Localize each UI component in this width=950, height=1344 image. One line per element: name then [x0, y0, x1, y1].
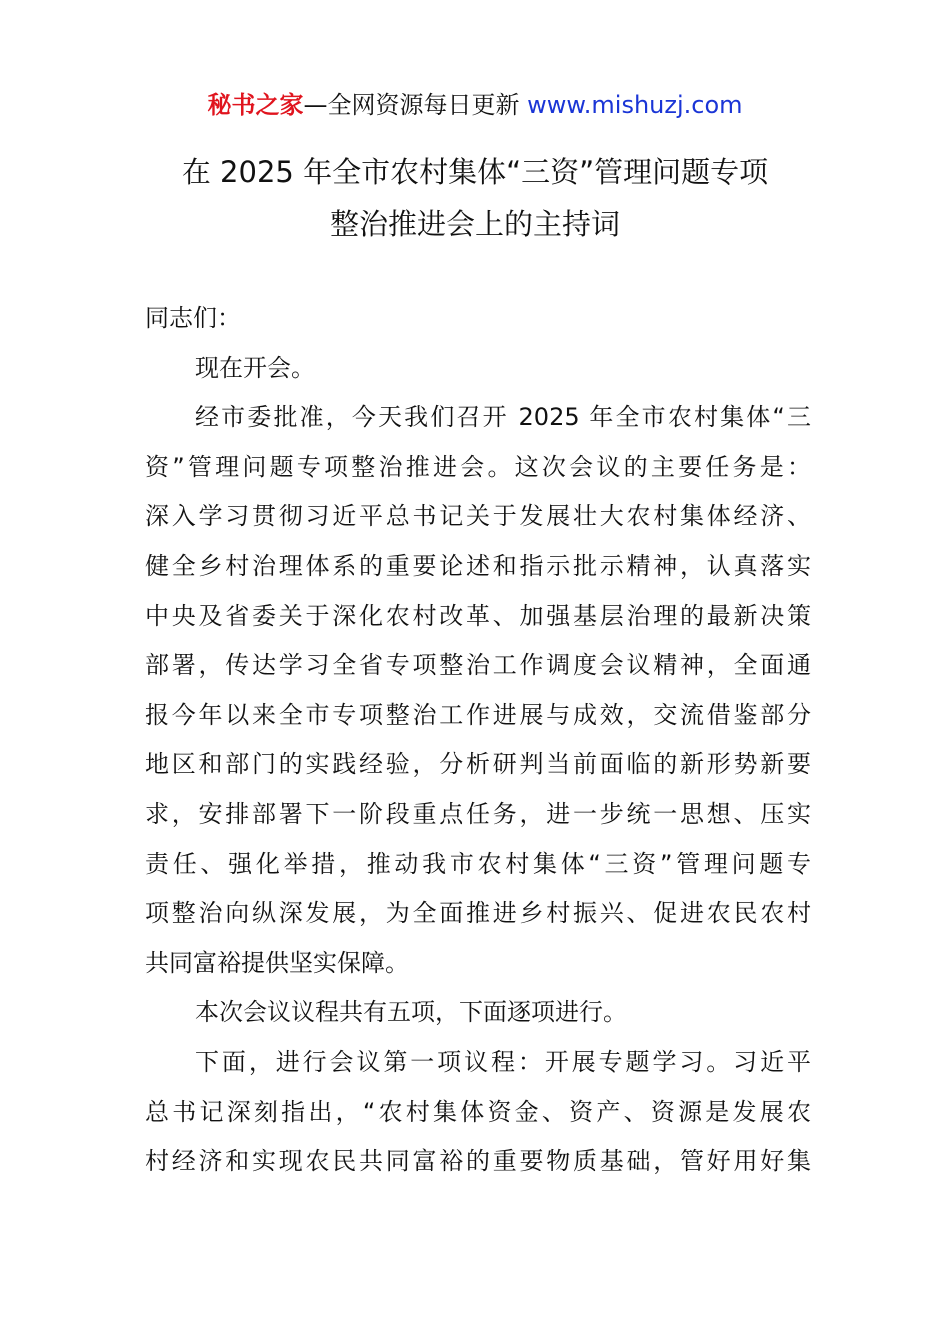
salutation: 同志们：: [145, 304, 241, 332]
title-line-1: 在 2025 年全市农村集体“三资”管理问题专项: [181, 155, 769, 189]
document-body: [145, 294, 811, 1187]
body-line: 中央及省委关于深化农村改革、加强基层治理的最新决策: [145, 601, 811, 630]
body-line: 共同富裕提供坚实保障。: [145, 948, 409, 977]
body-line: 现在开会。: [195, 353, 315, 382]
body-line: 村经济和实现农民共同富裕的重要物质基础，管好用好集: [145, 1147, 811, 1176]
document-title: [120, 146, 830, 250]
body-line: 部署，传达学习全省专项整治工作调度会议精神，全面通: [145, 651, 811, 680]
body-line: 健全乡村治理体系的重要论述和指示批示精神，认真落实: [145, 551, 811, 580]
site-url-link[interactable]: www.mishuzj.com: [527, 91, 743, 119]
body-line: 总书记深刻指出，“农村集体资金、资产、资源是发展农: [145, 1097, 811, 1126]
header-slogan: —全网资源每日更新: [303, 91, 528, 119]
site-header: [0, 88, 950, 122]
body-line: 求，安排部署下一阶段重点任务，进一步统一思想、压实: [145, 799, 811, 828]
body-line: 报今年以来全市专项整治工作进展与成效，交流借鉴部分: [145, 700, 811, 729]
body-line: 经市委批准，今天我们召开 2025 年全市农村集体“三: [195, 403, 811, 432]
body-line: 项整治向纵深发展，为全面推进乡村振兴、促进农民农村: [145, 899, 811, 928]
body-line: 下面，进行会议第一项议程：开展专题学习。习近平: [195, 1047, 811, 1076]
body-line: 本次会议议程共有五项，下面逐项进行。: [195, 998, 627, 1027]
title-line-2: 整治推进会上的主持词: [329, 207, 620, 241]
body-line: 深入学习贯彻习近平总书记关于发展壮大农村集体经济、: [145, 502, 811, 531]
body-line: 责任、强化举措，推动我市农村集体“三资”管理问题专: [145, 849, 811, 878]
brand-name: 秘书之家: [207, 91, 304, 119]
body-line: 资”管理问题专项整治推进会。这次会议的主要任务是：: [145, 452, 811, 481]
body-line: 地区和部门的实践经验，分析研判当前面临的新形势新要: [145, 750, 811, 779]
